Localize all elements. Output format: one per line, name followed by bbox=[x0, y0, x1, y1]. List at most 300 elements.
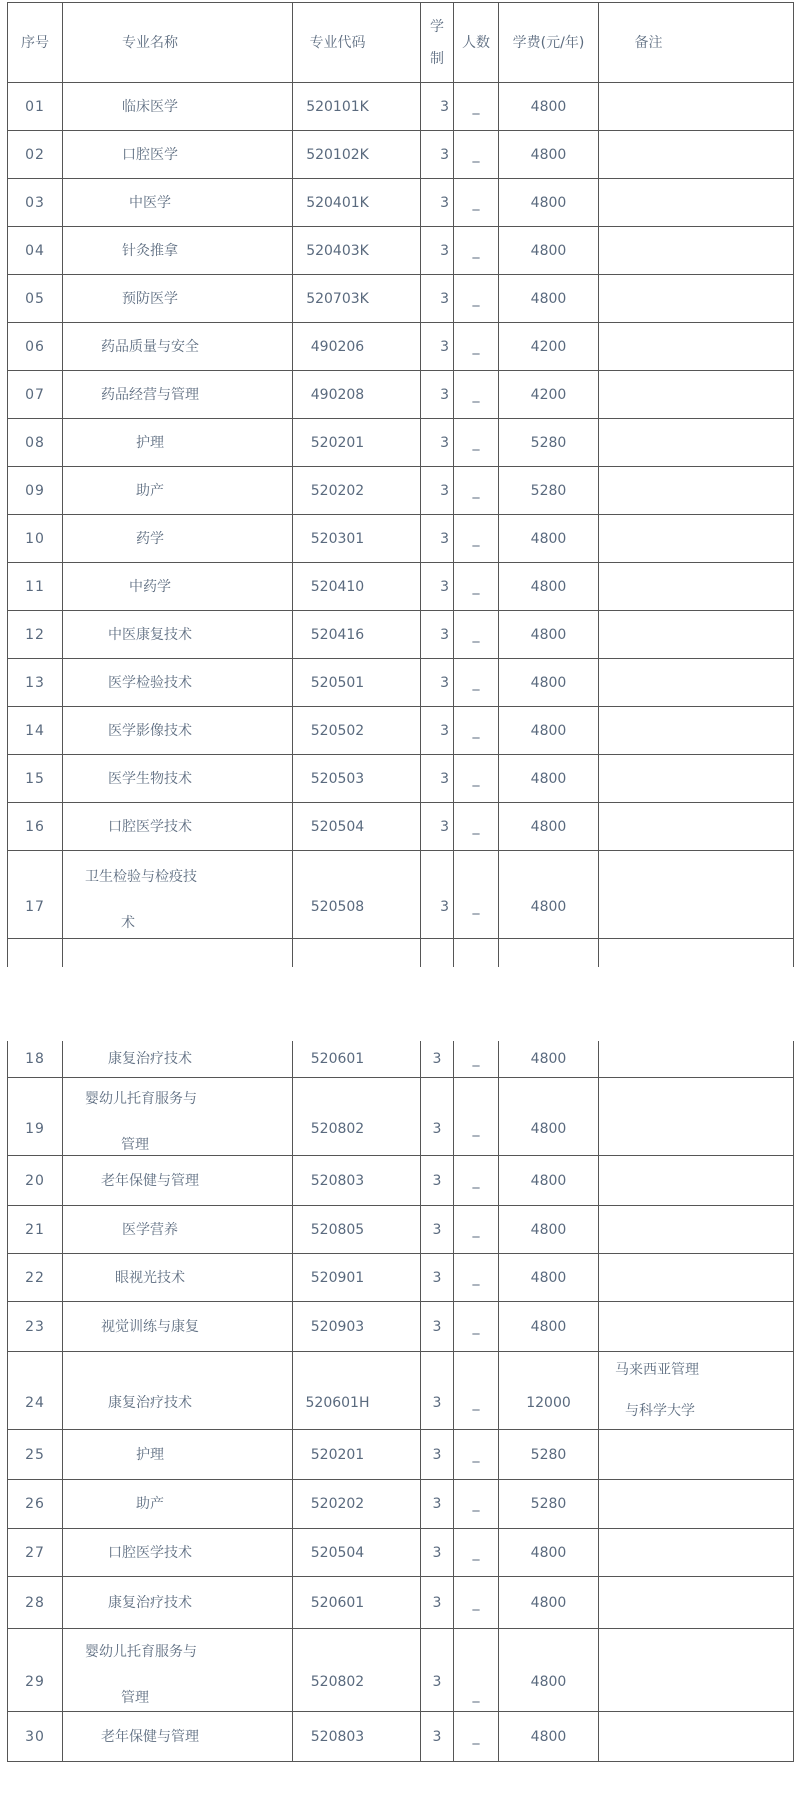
serial-cell: 29 bbox=[8, 1629, 63, 1712]
major-name-cell bbox=[63, 939, 293, 967]
major-name: 中药学 bbox=[129, 578, 171, 595]
major-name-cell bbox=[63, 515, 293, 563]
serial-cell: 14 bbox=[8, 707, 63, 755]
major-name-line: 卫生检验与检疫技 bbox=[85, 868, 197, 885]
fee-cell: 4800 bbox=[499, 755, 599, 803]
header-major-name: 专业名称 bbox=[63, 3, 293, 83]
count-cell: _ bbox=[454, 83, 499, 131]
fee-cell: 4800 bbox=[499, 275, 599, 323]
table-row bbox=[8, 1352, 794, 1430]
header-row bbox=[8, 3, 794, 83]
major-code-cell: 490208 bbox=[293, 371, 421, 419]
major-code-cell: 520504 bbox=[293, 1529, 421, 1577]
major-name: 口腔医学技术 bbox=[108, 818, 192, 835]
fee-cell: 4800 bbox=[499, 1629, 599, 1712]
fee-cell: 4800 bbox=[499, 851, 599, 939]
major-name-cell bbox=[63, 419, 293, 467]
header-duration bbox=[421, 3, 454, 83]
table-row bbox=[8, 1302, 794, 1352]
table-row bbox=[8, 323, 794, 371]
major-name-line: 管理 bbox=[121, 1690, 149, 1706]
major-name-cell bbox=[63, 803, 293, 851]
count-cell: _ bbox=[454, 1078, 499, 1156]
serial-cell: 01 bbox=[8, 83, 63, 131]
serial-cell: 26 bbox=[8, 1480, 63, 1529]
duration-cell: 3 bbox=[421, 1156, 454, 1206]
duration-cell: 3 bbox=[421, 1206, 454, 1254]
major-name-cell bbox=[63, 1254, 293, 1302]
table-row bbox=[8, 1480, 794, 1529]
count-cell: _ bbox=[454, 323, 499, 371]
remark-cell bbox=[599, 1078, 794, 1156]
header-serial: 序号 bbox=[8, 3, 63, 83]
remark-cell bbox=[599, 1712, 794, 1762]
serial-cell: 11 bbox=[8, 563, 63, 611]
major-code-cell: 520202 bbox=[293, 467, 421, 515]
duration-cell: 3 bbox=[421, 1712, 454, 1762]
major-code-cell: 520903 bbox=[293, 1302, 421, 1352]
duration-cell: 3 bbox=[421, 323, 454, 371]
major-name: 眼视光技术 bbox=[115, 1269, 185, 1286]
fee-cell: 4800 bbox=[499, 563, 599, 611]
major-name: 药品经营与管理 bbox=[101, 386, 199, 403]
major-name: 药品质量与安全 bbox=[101, 338, 199, 355]
major-name-cell bbox=[63, 1041, 293, 1078]
admission-plan-table-part-2 bbox=[7, 1041, 794, 1763]
count-cell: _ bbox=[454, 131, 499, 179]
fee-cell: 4800 bbox=[499, 707, 599, 755]
major-code-cell: 520805 bbox=[293, 1206, 421, 1254]
remark-cell bbox=[599, 1156, 794, 1206]
count-cell: _ bbox=[454, 563, 499, 611]
table-row bbox=[8, 1206, 794, 1254]
serial-cell: 05 bbox=[8, 275, 63, 323]
major-name-cell bbox=[63, 1529, 293, 1577]
table-row bbox=[8, 1254, 794, 1302]
remark-cell bbox=[599, 851, 794, 939]
fee-cell bbox=[499, 939, 599, 967]
fee-cell: 4800 bbox=[499, 659, 599, 707]
duration-cell bbox=[421, 939, 454, 967]
remark-cell bbox=[599, 1629, 794, 1712]
major-code-cell: 520502 bbox=[293, 707, 421, 755]
fee-cell: 4800 bbox=[499, 1302, 599, 1352]
serial-cell: 03 bbox=[8, 179, 63, 227]
duration-cell: 3 bbox=[421, 131, 454, 179]
duration-cell: 3 bbox=[421, 1430, 454, 1480]
major-name-cell bbox=[63, 1302, 293, 1352]
major-code-cell: 520410 bbox=[293, 563, 421, 611]
major-name-cell bbox=[63, 707, 293, 755]
major-code-cell: 520102K bbox=[293, 131, 421, 179]
fee-cell: 4800 bbox=[499, 179, 599, 227]
duration-cell: 3 bbox=[421, 707, 454, 755]
major-code-cell: 520508 bbox=[293, 851, 421, 939]
duration-cell: 3 bbox=[421, 1302, 454, 1352]
table-row bbox=[8, 659, 794, 707]
remark-cell bbox=[599, 419, 794, 467]
fee-cell: 4800 bbox=[499, 83, 599, 131]
serial-cell: 30 bbox=[8, 1712, 63, 1762]
major-code-cell: 520201 bbox=[293, 1430, 421, 1480]
major-code-cell: 490206 bbox=[293, 323, 421, 371]
table-body-part-2 bbox=[8, 1041, 794, 1762]
major-code-cell: 520504 bbox=[293, 803, 421, 851]
major-name-cell bbox=[63, 1577, 293, 1629]
remark-cell bbox=[599, 179, 794, 227]
major-code-cell: 520803 bbox=[293, 1156, 421, 1206]
major-name-cell bbox=[63, 851, 293, 939]
major-name: 医学营养 bbox=[122, 1221, 178, 1238]
duration-cell: 3 bbox=[421, 1254, 454, 1302]
major-name: 康复治疗技术 bbox=[108, 1594, 192, 1611]
major-code-cell: 520503 bbox=[293, 755, 421, 803]
major-name-cell bbox=[63, 1352, 293, 1430]
duration-cell: 3 bbox=[421, 1078, 454, 1156]
major-name-cell bbox=[63, 323, 293, 371]
count-cell: _ bbox=[454, 1302, 499, 1352]
count-cell bbox=[454, 939, 499, 967]
remark-line: 与科学大学 bbox=[625, 1403, 695, 1419]
table-row bbox=[8, 1430, 794, 1480]
table-row bbox=[8, 611, 794, 659]
major-name-cell bbox=[63, 1156, 293, 1206]
major-name: 口腔医学 bbox=[122, 146, 178, 163]
major-code-cell: 520803 bbox=[293, 1712, 421, 1762]
fee-cell: 4800 bbox=[499, 131, 599, 179]
table-row bbox=[8, 1156, 794, 1206]
major-name: 医学影像技术 bbox=[108, 722, 192, 739]
admission-plan-table-part-1 bbox=[7, 2, 794, 967]
duration-cell: 3 bbox=[421, 179, 454, 227]
count-cell: _ bbox=[454, 1352, 499, 1430]
serial-cell: 12 bbox=[8, 611, 63, 659]
major-name: 助产 bbox=[136, 482, 164, 499]
serial-cell: 15 bbox=[8, 755, 63, 803]
fee-cell: 5280 bbox=[499, 419, 599, 467]
major-code-cell: 520802 bbox=[293, 1629, 421, 1712]
fee-cell: 4800 bbox=[499, 611, 599, 659]
count-cell: _ bbox=[454, 179, 499, 227]
serial-cell: 19 bbox=[8, 1078, 63, 1156]
header-remark: 备注 bbox=[599, 3, 794, 83]
serial-cell: 09 bbox=[8, 467, 63, 515]
count-cell: _ bbox=[454, 227, 499, 275]
remark-cell bbox=[599, 371, 794, 419]
duration-cell: 3 bbox=[421, 371, 454, 419]
remark-cell bbox=[599, 707, 794, 755]
major-name: 口腔医学技术 bbox=[108, 1544, 192, 1561]
fee-cell: 4800 bbox=[499, 1078, 599, 1156]
major-name-cell bbox=[63, 1480, 293, 1529]
major-name-line: 管理 bbox=[121, 1136, 149, 1153]
remark-cell bbox=[599, 1302, 794, 1352]
major-name: 康复治疗技术 bbox=[108, 1394, 192, 1411]
count-cell: _ bbox=[454, 1254, 499, 1302]
count-cell: _ bbox=[454, 1577, 499, 1629]
remark-cell bbox=[599, 1480, 794, 1529]
duration-cell: 3 bbox=[421, 563, 454, 611]
serial-cell: 27 bbox=[8, 1529, 63, 1577]
major-name-wrapped bbox=[63, 1642, 292, 1708]
table-row bbox=[8, 131, 794, 179]
duration-cell: 3 bbox=[421, 1577, 454, 1629]
duration-cell: 3 bbox=[421, 1480, 454, 1529]
major-name-cell bbox=[63, 467, 293, 515]
major-name-line: 婴幼儿托育服务与 bbox=[85, 1090, 197, 1107]
major-name-cell bbox=[63, 227, 293, 275]
major-name-cell bbox=[63, 755, 293, 803]
duration-cell: 3 bbox=[421, 659, 454, 707]
duration-cell: 3 bbox=[421, 227, 454, 275]
fee-cell: 4800 bbox=[499, 1254, 599, 1302]
major-name: 药学 bbox=[136, 530, 164, 547]
duration-cell: 3 bbox=[421, 1629, 454, 1712]
serial-cell: 28 bbox=[8, 1577, 63, 1629]
header-duration-line1: 学 bbox=[430, 18, 444, 35]
serial-cell: 06 bbox=[8, 323, 63, 371]
count-cell: _ bbox=[454, 755, 499, 803]
major-code-cell: 520201 bbox=[293, 419, 421, 467]
table-row bbox=[8, 1712, 794, 1762]
major-name: 针灸推拿 bbox=[122, 242, 178, 259]
remark-cell bbox=[599, 563, 794, 611]
table-row bbox=[8, 1577, 794, 1629]
serial-cell: 17 bbox=[8, 851, 63, 939]
serial-cell bbox=[8, 939, 63, 967]
count-cell: _ bbox=[454, 1206, 499, 1254]
remark-cell bbox=[599, 323, 794, 371]
remark-cell bbox=[599, 659, 794, 707]
count-cell: _ bbox=[454, 1480, 499, 1529]
count-cell: _ bbox=[454, 515, 499, 563]
fee-cell: 4800 bbox=[499, 515, 599, 563]
major-name-cell bbox=[63, 563, 293, 611]
remark-cell bbox=[599, 275, 794, 323]
serial-cell: 24 bbox=[8, 1352, 63, 1430]
fee-cell: 4800 bbox=[499, 1041, 599, 1078]
serial-cell: 20 bbox=[8, 1156, 63, 1206]
major-code-cell: 520601 bbox=[293, 1577, 421, 1629]
serial-cell: 21 bbox=[8, 1206, 63, 1254]
remark-cell bbox=[599, 467, 794, 515]
major-name-cell bbox=[63, 131, 293, 179]
empty-row bbox=[8, 939, 794, 967]
table-row bbox=[8, 371, 794, 419]
serial-cell: 22 bbox=[8, 1254, 63, 1302]
serial-cell: 16 bbox=[8, 803, 63, 851]
major-name: 医学检验技术 bbox=[108, 674, 192, 691]
major-name-cell bbox=[63, 1206, 293, 1254]
remark-cell bbox=[599, 1041, 794, 1078]
remark-cell bbox=[599, 755, 794, 803]
major-name: 视觉训练与康复 bbox=[101, 1318, 199, 1335]
count-cell: _ bbox=[454, 1156, 499, 1206]
serial-cell: 13 bbox=[8, 659, 63, 707]
major-name-cell bbox=[63, 659, 293, 707]
count-cell: _ bbox=[454, 803, 499, 851]
count-cell: _ bbox=[454, 275, 499, 323]
remark-cell bbox=[599, 803, 794, 851]
count-cell: _ bbox=[454, 1041, 499, 1078]
major-name-line: 婴幼儿托育服务与 bbox=[85, 1644, 197, 1660]
duration-cell: 3 bbox=[421, 419, 454, 467]
table-row bbox=[8, 83, 794, 131]
table-row bbox=[8, 515, 794, 563]
count-cell: _ bbox=[454, 851, 499, 939]
table-row bbox=[8, 1078, 794, 1156]
remark-cell bbox=[599, 611, 794, 659]
duration-cell: 3 bbox=[421, 1041, 454, 1078]
remark-cell bbox=[599, 1577, 794, 1629]
table-row bbox=[8, 227, 794, 275]
remark-cell bbox=[599, 1529, 794, 1577]
duration-cell: 3 bbox=[421, 851, 454, 939]
duration-cell: 3 bbox=[421, 275, 454, 323]
major-name: 护理 bbox=[136, 1446, 164, 1463]
fee-cell: 4200 bbox=[499, 371, 599, 419]
remark-cell bbox=[599, 83, 794, 131]
table-row bbox=[8, 563, 794, 611]
table-row bbox=[8, 851, 794, 939]
table-row bbox=[8, 419, 794, 467]
major-code-cell: 520301 bbox=[293, 515, 421, 563]
table-row bbox=[8, 1041, 794, 1078]
count-cell: _ bbox=[454, 419, 499, 467]
serial-cell: 23 bbox=[8, 1302, 63, 1352]
remark-wrapped bbox=[599, 1360, 793, 1421]
serial-cell: 10 bbox=[8, 515, 63, 563]
major-code-cell: 520601H bbox=[293, 1352, 421, 1430]
fee-cell: 4800 bbox=[499, 803, 599, 851]
major-code-cell: 520501 bbox=[293, 659, 421, 707]
count-cell: _ bbox=[454, 371, 499, 419]
major-code-cell: 520703K bbox=[293, 275, 421, 323]
remark-cell bbox=[599, 227, 794, 275]
table-row bbox=[8, 707, 794, 755]
major-code-cell: 520403K bbox=[293, 227, 421, 275]
count-cell: _ bbox=[454, 467, 499, 515]
fee-cell: 4800 bbox=[499, 1712, 599, 1762]
serial-cell: 02 bbox=[8, 131, 63, 179]
fee-cell: 4200 bbox=[499, 323, 599, 371]
remark-cell bbox=[599, 1206, 794, 1254]
count-cell: _ bbox=[454, 659, 499, 707]
duration-cell: 3 bbox=[421, 803, 454, 851]
table-row bbox=[8, 467, 794, 515]
major-name-line: 术 bbox=[121, 914, 135, 931]
remark-cell bbox=[599, 1430, 794, 1480]
header-major-code: 专业代码 bbox=[293, 3, 421, 83]
count-cell: _ bbox=[454, 1629, 499, 1712]
major-name: 中医康复技术 bbox=[108, 626, 192, 643]
table-header bbox=[8, 3, 794, 83]
serial-cell: 07 bbox=[8, 371, 63, 419]
major-code-cell: 520101K bbox=[293, 83, 421, 131]
major-name-cell bbox=[63, 83, 293, 131]
remark-line: 马来西亚管理 bbox=[615, 1362, 699, 1378]
remark-cell bbox=[599, 1254, 794, 1302]
duration-cell: 3 bbox=[421, 611, 454, 659]
duration-cell: 3 bbox=[421, 1529, 454, 1577]
table-row bbox=[8, 275, 794, 323]
remark-cell bbox=[599, 939, 794, 967]
header-count: 人数 bbox=[454, 3, 499, 83]
count-cell: _ bbox=[454, 707, 499, 755]
table-row bbox=[8, 803, 794, 851]
fee-cell: 4800 bbox=[499, 1206, 599, 1254]
major-name: 预防医学 bbox=[122, 290, 178, 307]
remark-cell bbox=[599, 515, 794, 563]
major-name: 老年保健与管理 bbox=[101, 1172, 199, 1189]
major-code-cell: 520416 bbox=[293, 611, 421, 659]
table-row bbox=[8, 1529, 794, 1577]
major-name-cell bbox=[63, 275, 293, 323]
major-name-wrapped bbox=[63, 1089, 292, 1155]
fee-cell: 4800 bbox=[499, 1577, 599, 1629]
major-name: 康复治疗技术 bbox=[108, 1050, 192, 1067]
major-name-cell bbox=[63, 611, 293, 659]
table-body-part-1 bbox=[8, 83, 794, 967]
major-name-cell bbox=[63, 1078, 293, 1156]
header-duration-line2: 制 bbox=[430, 50, 444, 67]
count-cell: _ bbox=[454, 1712, 499, 1762]
serial-cell: 08 bbox=[8, 419, 63, 467]
major-name-cell bbox=[63, 1430, 293, 1480]
major-code-cell: 520401K bbox=[293, 179, 421, 227]
duration-cell: 3 bbox=[421, 467, 454, 515]
fee-cell: 4800 bbox=[499, 1156, 599, 1206]
duration-cell: 3 bbox=[421, 83, 454, 131]
serial-cell: 25 bbox=[8, 1430, 63, 1480]
major-name-cell bbox=[63, 1712, 293, 1762]
major-code-cell: 520802 bbox=[293, 1078, 421, 1156]
major-name: 医学生物技术 bbox=[108, 770, 192, 787]
major-name-cell bbox=[63, 179, 293, 227]
table-row bbox=[8, 1629, 794, 1712]
table-row bbox=[8, 755, 794, 803]
fee-cell: 12000 bbox=[499, 1352, 599, 1430]
duration-cell: 3 bbox=[421, 515, 454, 563]
major-code-cell: 520901 bbox=[293, 1254, 421, 1302]
major-name: 护理 bbox=[136, 434, 164, 451]
major-code-cell bbox=[293, 939, 421, 967]
serial-cell: 18 bbox=[8, 1041, 63, 1078]
major-name-wrapped bbox=[63, 867, 292, 933]
header-fee: 学费(元/年) bbox=[499, 3, 599, 83]
serial-cell: 04 bbox=[8, 227, 63, 275]
duration-cell: 3 bbox=[421, 755, 454, 803]
major-name: 临床医学 bbox=[122, 98, 178, 115]
major-name: 中医学 bbox=[129, 194, 171, 211]
count-cell: _ bbox=[454, 1430, 499, 1480]
major-code-cell: 520202 bbox=[293, 1480, 421, 1529]
major-name: 助产 bbox=[136, 1496, 164, 1512]
fee-cell: 4800 bbox=[499, 227, 599, 275]
major-name-cell bbox=[63, 1629, 293, 1712]
count-cell: _ bbox=[454, 1529, 499, 1577]
fee-cell: 5280 bbox=[499, 467, 599, 515]
remark-cell bbox=[599, 1352, 794, 1430]
table-row bbox=[8, 179, 794, 227]
major-name-cell bbox=[63, 371, 293, 419]
remark-cell bbox=[599, 131, 794, 179]
duration-cell: 3 bbox=[421, 1352, 454, 1430]
fee-cell: 5280 bbox=[499, 1480, 599, 1529]
major-code-cell: 520601 bbox=[293, 1041, 421, 1078]
fee-cell: 4800 bbox=[499, 1529, 599, 1577]
fee-cell: 5280 bbox=[499, 1430, 599, 1480]
